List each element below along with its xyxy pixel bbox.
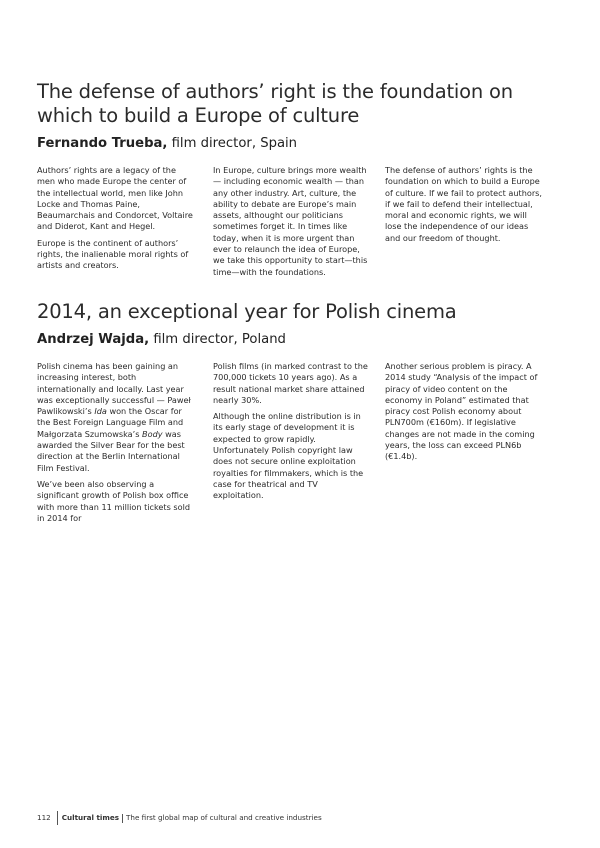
page-footer [37, 811, 322, 825]
paragraph: Europe is the continent of authors’ rights, the inalienable moral rights of artists and creators. [37, 237, 189, 271]
author-role: film director, Poland [149, 332, 286, 347]
paragraph: Another serious problem is piracy. A 2014 study “Analysis of the impact of piracy of video content on the economy in Poland” estimated that piracy cost Polish economy about PLN700m (€160m). If legislative changes are not made in the coming years, the loss can exceed PLN6b (€1.4b). [385, 361, 538, 462]
publication-subtitle: The first global map of cultural and creative industries [126, 813, 322, 822]
paragraph: Polish films (in marked contrast to the 700,000 tickets 10 years ago). As a result national market share attained nearly 30%. [213, 361, 368, 405]
byline-wajda [37, 332, 567, 348]
author-role: film director, Spain [167, 136, 298, 151]
section-title-authors-rights: The defense of authors’ right is the foundation on which to build a Europe of culture [37, 80, 513, 127]
section2-column-2 [213, 361, 370, 507]
section-title-polish-cinema: 2014, an exceptional year for Polish cinema [37, 300, 457, 323]
paragraph: Polish cinema has been gaining an increasing interest, both internationally and locally. Last year was exceptionally successful — Paweł Pawlikowski’s Ida won the Oscar for the Best Foreign Language Film and Małgorzata Szumowska’s Body was awarded the Silver Bear for the best direction at the Berlin International Film Festival. [37, 361, 191, 473]
byline-trueba [37, 136, 567, 152]
section2-column-1 [37, 361, 194, 529]
section1-column-3 [385, 165, 545, 249]
footer-separator [122, 814, 123, 823]
author-name: Fernando Trueba, [37, 136, 168, 151]
author-name: Andrzej Wajda, [37, 332, 150, 347]
film-title-body: Body [142, 428, 163, 439]
section2-column-3 [385, 361, 545, 468]
page-number: 112 [37, 813, 51, 822]
section1-column-2 [213, 165, 370, 283]
paragraph: We’ve been also observing a significant growth of Polish box office with more than 11 million tickets sold in 2014 for [37, 478, 191, 523]
film-title-ida: Ida [94, 406, 107, 417]
paragraph: Authors’ rights are a legacy of the men who made Europe the center of the intellectual world, men like John Locke and Thomas Paine, Beaumarchais and Condorcet, Voltaire and Diderot, Kant and Hegel. [37, 165, 193, 232]
paragraph: Although the online distribution is in its early stage of development it is expected to grow rapidly. Unfortunately Polish copyright law does not secure online exploitation royalties for filmmakers, which is the case for theatrical and TV exploitation. [213, 411, 364, 501]
paragraph: In Europe, culture brings more wealth — including economic wealth — than any other industry. Art, culture, the ability to debate are Europe’s main assets, althought our politicians sometimes forget it. In times like today, when it is more urgent than ever to relaunch the idea of Europe, we take this opportunity to start—this time—with the foundations. [213, 165, 368, 277]
paragraph: The defense of authors’ rights is the foundation on which to build a Europe of culture. If we fail to protect authors, if we fail to defend their intellectual, moral and economic rights, we will lose the independence of our ideas and our freedom of thought. [385, 165, 542, 243]
publication-name: Cultural times [61, 813, 120, 822]
section1-column-1 [37, 165, 194, 277]
footer-divider [57, 811, 58, 825]
